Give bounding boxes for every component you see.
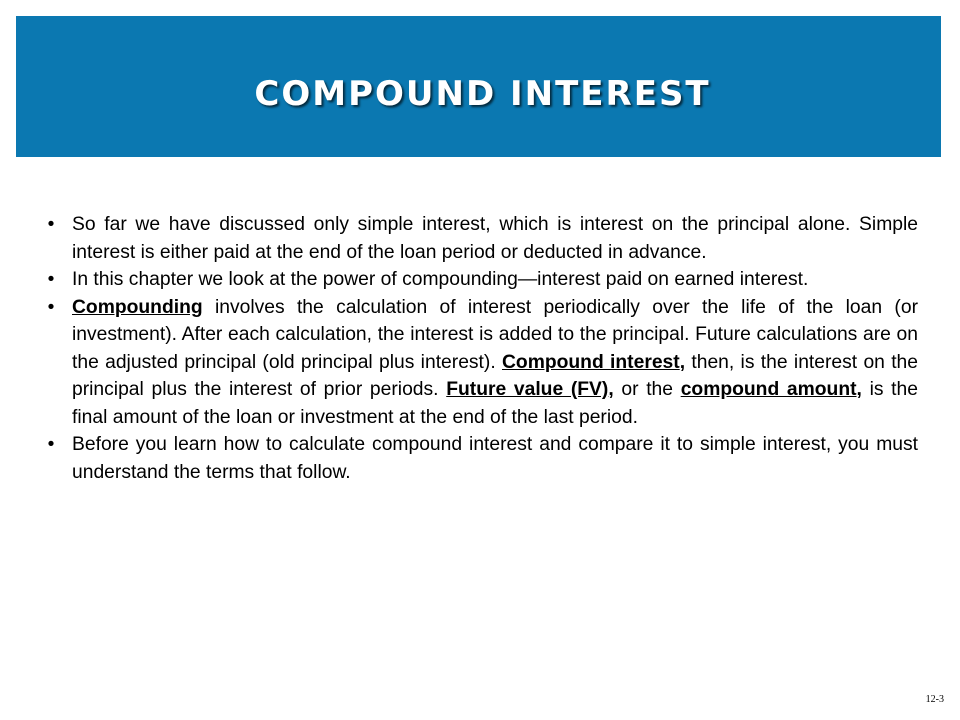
bullet-item-compounding-definition — [48, 294, 918, 432]
term-compounding: Compounding — [72, 296, 203, 318]
bullet-dot-icon: • — [47, 296, 55, 318]
term-compound-amount: compound amount — [680, 379, 857, 400]
term-compound-interest: Compound interest — [502, 351, 680, 373]
slide-body — [48, 211, 918, 486]
bullet-item-simple-interest — [48, 211, 918, 266]
slide-number: 12-3 — [925, 694, 944, 705]
punctuation: , — [856, 379, 862, 400]
term-future-value: Future value (FV) — [446, 379, 609, 400]
bullet-text: is the final amount of the loan or investment at the end of the last period. — [72, 379, 918, 428]
bullet-text: then, is the interest on the principal plus the interest of prior periods. — [72, 351, 919, 400]
bullet-list — [48, 211, 918, 486]
bullet-dot-icon: • — [47, 214, 55, 235]
bullet-item-compounding-power — [48, 266, 918, 294]
bullet-dot-icon: • — [47, 269, 55, 290]
bullet-item-next-terms — [48, 431, 918, 486]
bullet-text: So far we have discussed only simple interest, which is interest on the principal alone. Simple interest is either paid at the end of the loan period or deducted in advance. — [72, 214, 918, 263]
bullet-text: involves the calculation of interest periodically over the life of the loan (or investment). After each calculation, the interest is added to the principal. Future calculations are on the adjusted principal (old principal plus interest). — [72, 296, 918, 373]
punctuation: , — [608, 379, 614, 400]
bullet-text: In this chapter we look at the power of compounding—interest paid on earned interest. — [72, 269, 809, 290]
slide-title: COMPOUND INTEREST — [254, 74, 711, 114]
punctuation: , — [679, 351, 686, 373]
bullet-dot-icon: • — [47, 434, 55, 455]
bullet-text: Before you learn how to calculate compound interest and compare it to simple interest, you must understand the terms that follow. — [72, 434, 918, 483]
bullet-text: or the — [613, 379, 681, 400]
